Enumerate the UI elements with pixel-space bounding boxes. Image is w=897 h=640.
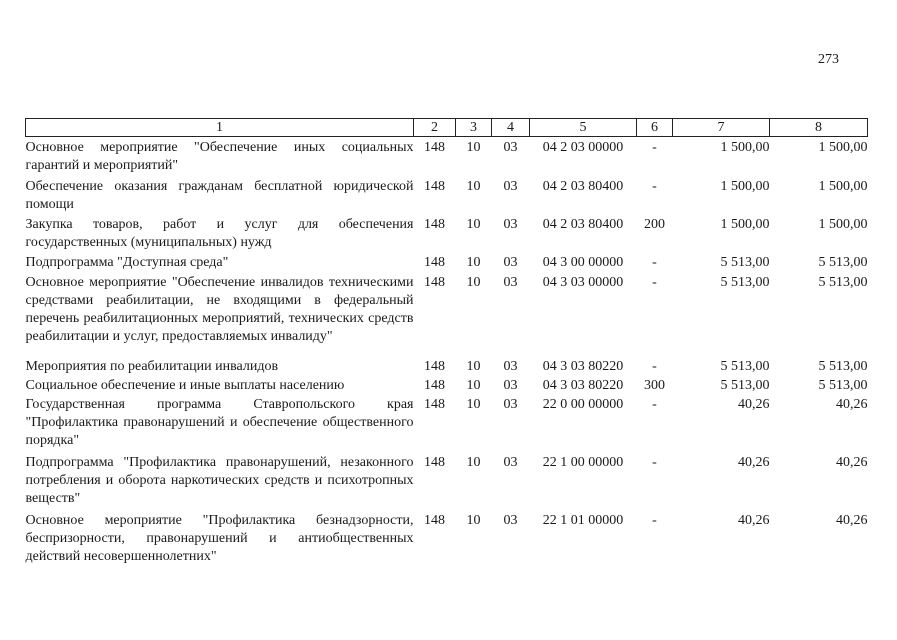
table-row bbox=[26, 508, 868, 566]
cell-col5: 22 1 00 00000 bbox=[542, 455, 624, 470]
column-header: 8 bbox=[770, 119, 868, 137]
cell-col3: 10 bbox=[466, 275, 481, 290]
row-name: Государственная программа Ставропольского края "Профилактика правонарушений и обеспечение общественного порядка" bbox=[25, 397, 414, 448]
table-row bbox=[26, 137, 868, 176]
cell-col7: 5 513,00 bbox=[720, 275, 770, 290]
table-row bbox=[26, 175, 868, 214]
cell-col8: 1 500,00 bbox=[818, 217, 868, 232]
cell-col4: 03 bbox=[503, 359, 518, 374]
table-body bbox=[26, 137, 868, 567]
cell-col7: 40,26 bbox=[738, 397, 770, 412]
column-header: 2 bbox=[414, 119, 456, 137]
cell-col6: - bbox=[652, 275, 657, 290]
row-name: Мероприятия по реабилитации инвалидов bbox=[25, 359, 279, 374]
cell-col2: 148 bbox=[424, 359, 445, 374]
cell-col6: - bbox=[652, 255, 657, 270]
cell-col4: 03 bbox=[503, 513, 518, 528]
cell-col8: 5 513,00 bbox=[818, 359, 868, 374]
row-name: Подпрограмма "Доступная среда" bbox=[25, 255, 229, 270]
cell-col2: 148 bbox=[424, 140, 445, 155]
cell-col7: 5 513,00 bbox=[720, 359, 770, 374]
table-row bbox=[26, 252, 868, 272]
cell-col3: 10 bbox=[466, 140, 481, 155]
cell-col6: - bbox=[652, 179, 657, 194]
row-name: Обеспечение оказания гражданам бесплатной юридической помощи bbox=[25, 179, 414, 212]
cell-col8: 40,26 bbox=[836, 397, 868, 412]
column-header: 7 bbox=[673, 119, 770, 137]
cell-col3: 10 bbox=[466, 455, 481, 470]
cell-col5: 04 3 03 80220 bbox=[542, 378, 624, 393]
cell-col7: 1 500,00 bbox=[720, 140, 770, 155]
cell-col7: 5 513,00 bbox=[720, 255, 770, 270]
row-name: Подпрограмма "Профилактика правонарушений, незаконного потребления и оборота наркотических средств и психотропных веществ" bbox=[25, 455, 414, 506]
cell-col7: 40,26 bbox=[738, 455, 770, 470]
table-row bbox=[26, 450, 868, 508]
cell-col6: - bbox=[652, 359, 657, 374]
cell-col6: - bbox=[652, 513, 657, 528]
cell-col4: 03 bbox=[503, 455, 518, 470]
cell-col4: 03 bbox=[503, 255, 518, 270]
cell-col5: 04 3 03 80220 bbox=[542, 359, 624, 374]
cell-col4: 03 bbox=[503, 140, 518, 155]
table-row bbox=[26, 376, 868, 395]
cell-col3: 10 bbox=[466, 255, 481, 270]
column-header: 3 bbox=[456, 119, 492, 137]
cell-col2: 148 bbox=[424, 397, 445, 412]
cell-col8: 5 513,00 bbox=[818, 255, 868, 270]
cell-col2: 148 bbox=[424, 455, 445, 470]
cell-col8: 40,26 bbox=[836, 455, 868, 470]
cell-col2: 148 bbox=[424, 179, 445, 194]
cell-col5: 04 2 03 80400 bbox=[542, 179, 624, 194]
cell-col3: 10 bbox=[466, 397, 481, 412]
cell-col4: 03 bbox=[503, 217, 518, 232]
cell-col8: 5 513,00 bbox=[818, 275, 868, 290]
cell-col2: 148 bbox=[424, 217, 445, 232]
column-header: 4 bbox=[492, 119, 530, 137]
cell-col7: 1 500,00 bbox=[720, 179, 770, 194]
cell-col5: 04 2 03 80400 bbox=[542, 217, 624, 232]
cell-col7: 1 500,00 bbox=[720, 217, 770, 232]
cell-col5: 04 3 00 00000 bbox=[542, 255, 624, 270]
cell-col3: 10 bbox=[466, 179, 481, 194]
cell-col4: 03 bbox=[503, 275, 518, 290]
cell-col2: 148 bbox=[424, 513, 445, 528]
cell-col6: - bbox=[652, 140, 657, 155]
column-header: 6 bbox=[637, 119, 673, 137]
row-name: Основное мероприятие "Обеспечение инвалидов техническими средствами реабилитации, не входящими в федеральный перечень реабилитационных мероприятий, технических средств реабилитации и услуг, предоставляемых инвалиду" bbox=[25, 275, 414, 344]
cell-col6: 200 bbox=[644, 217, 665, 232]
cell-col8: 1 500,00 bbox=[818, 179, 868, 194]
cell-col7: 40,26 bbox=[738, 513, 770, 528]
cell-col4: 03 bbox=[503, 179, 518, 194]
cell-col4: 03 bbox=[503, 378, 518, 393]
cell-col3: 10 bbox=[466, 217, 481, 232]
cell-col2: 148 bbox=[424, 255, 445, 270]
cell-col5: 04 2 03 00000 bbox=[542, 140, 624, 155]
budget-table bbox=[25, 118, 868, 566]
table-row bbox=[26, 214, 868, 252]
cell-col2: 148 bbox=[424, 378, 445, 393]
cell-col3: 10 bbox=[466, 359, 481, 374]
cell-col8: 40,26 bbox=[836, 513, 868, 528]
row-name: Социальное обеспечение и иные выплаты населению bbox=[25, 378, 345, 393]
row-name: Основное мероприятие "Обеспечение иных социальных гарантий и мероприятий" bbox=[25, 140, 414, 173]
cell-col3: 10 bbox=[466, 378, 481, 393]
cell-col8: 5 513,00 bbox=[818, 378, 868, 393]
table-row bbox=[26, 272, 868, 346]
row-name: Основное мероприятие "Профилактика безнадзорности, беспризорности, правонарушений и антиобщественных действий несовершеннолетних" bbox=[25, 513, 414, 564]
column-header: 5 bbox=[530, 119, 637, 137]
cell-col6: - bbox=[652, 455, 657, 470]
cell-col4: 03 bbox=[503, 397, 518, 412]
cell-col7: 5 513,00 bbox=[720, 378, 770, 393]
table-row bbox=[26, 346, 868, 376]
cell-col5: 22 1 01 00000 bbox=[542, 513, 624, 528]
cell-col3: 10 bbox=[466, 513, 481, 528]
table-header bbox=[26, 119, 868, 137]
page-number: 273 bbox=[818, 52, 839, 67]
row-name: Закупка товаров, работ и услуг для обеспечения государственных (муниципальных) нужд bbox=[25, 217, 414, 250]
cell-col6: - bbox=[652, 397, 657, 412]
cell-col6: 300 bbox=[644, 378, 665, 393]
column-header: 1 bbox=[26, 119, 414, 137]
cell-col5: 04 3 03 00000 bbox=[542, 275, 624, 290]
cell-col5: 22 0 00 00000 bbox=[542, 397, 624, 412]
table-row bbox=[26, 395, 868, 450]
cell-col8: 1 500,00 bbox=[818, 140, 868, 155]
cell-col2: 148 bbox=[424, 275, 445, 290]
